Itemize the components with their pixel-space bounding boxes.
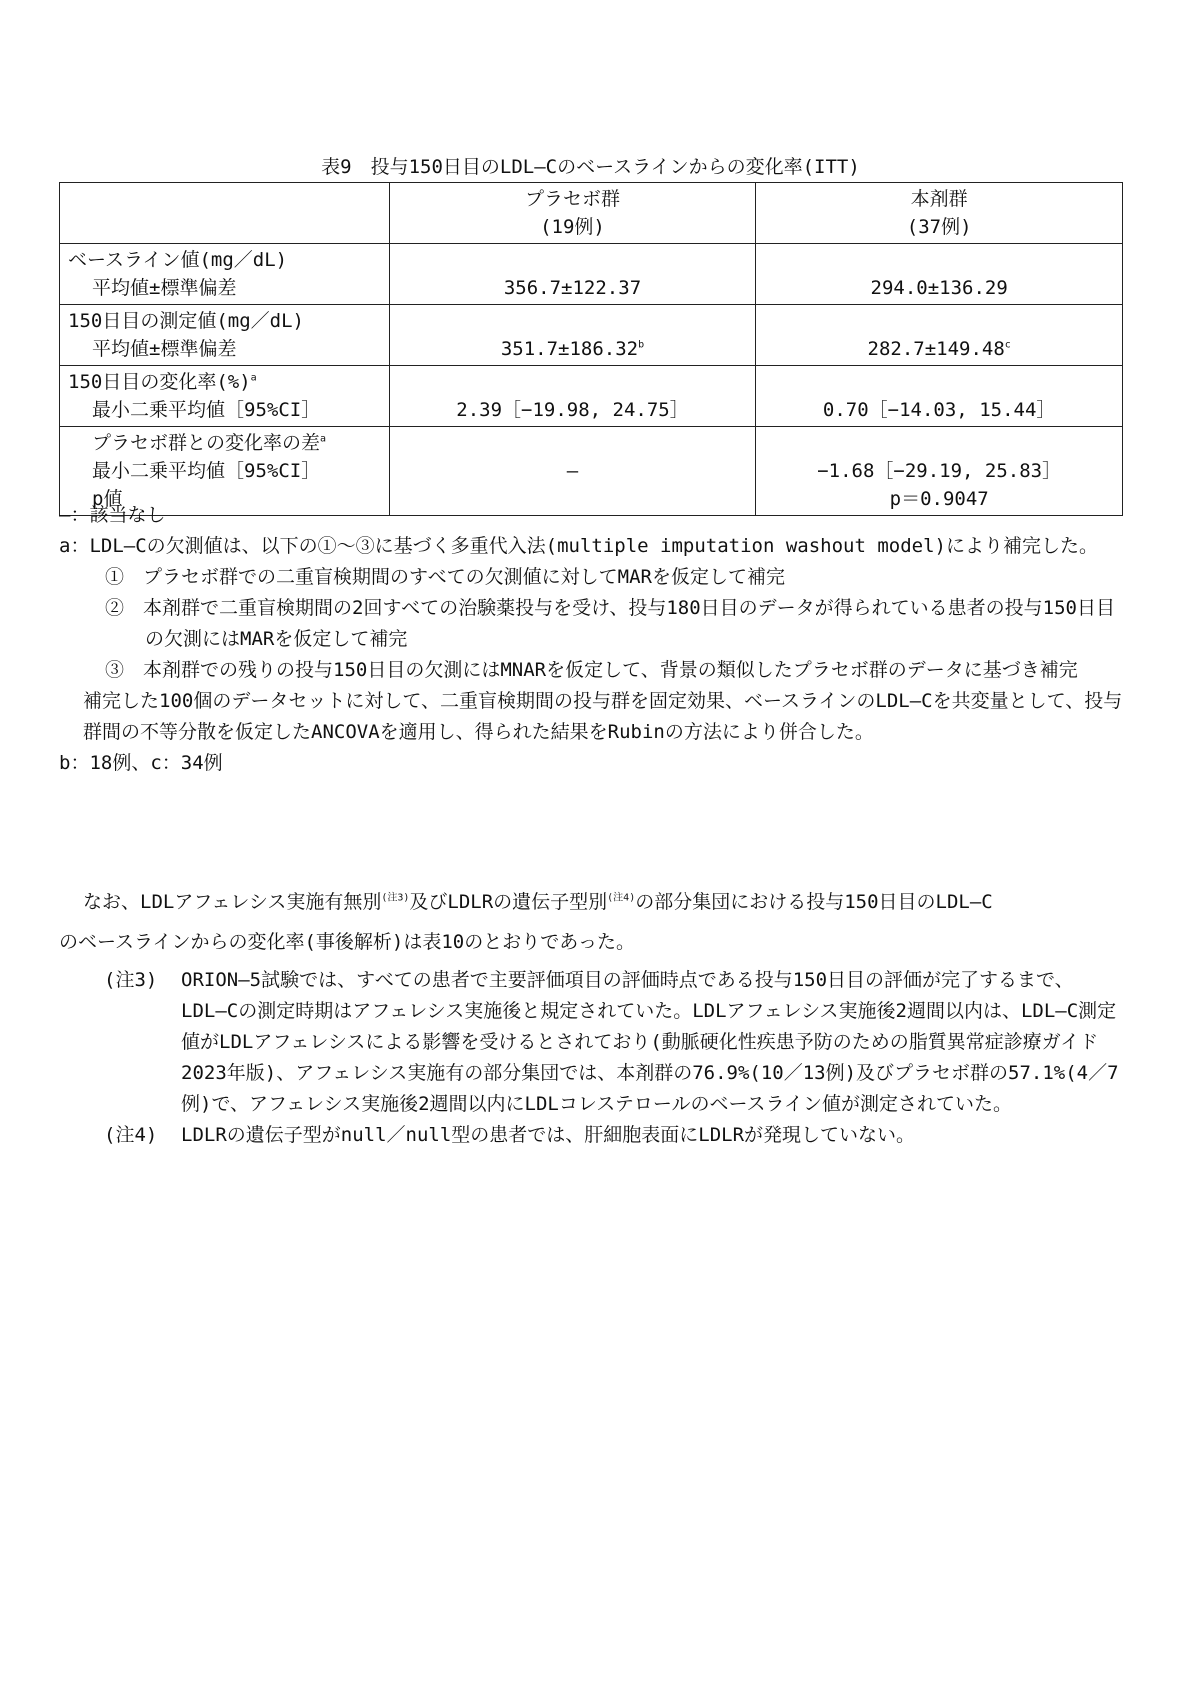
footnote-marker-a: a [250, 372, 257, 384]
note-4 [59, 1120, 1123, 1151]
row-label-line1 [68, 368, 381, 396]
footnote-item-num: ② [105, 597, 125, 619]
header-drug [756, 183, 1123, 244]
row-label [60, 244, 390, 305]
row-label-line2: 最小二乗平均値［95%CI］ [92, 399, 321, 421]
body-text-part: なお、LDLアフェレシス実施有無別 [83, 891, 382, 913]
table-row [60, 244, 1123, 305]
cell-drug-value: −1.68［−29.19, 25.83］ [817, 460, 1062, 482]
footnote-marker-b: b [638, 339, 645, 351]
cell-drug: 0.70［−14.03, 15.44］ [756, 366, 1123, 427]
note3-ref: (注3) [381, 892, 410, 904]
cell-placebo: ― [389, 427, 756, 516]
cell-placebo [389, 305, 756, 366]
header-drug-n: (37例) [906, 216, 972, 238]
footnote-marker-a: a [320, 433, 327, 445]
footnote-a: a：LDL―Cの欠測値は、以下の①～③に基づく多重代入法(multiple imputation washout model)により補完した。 [59, 535, 1098, 557]
cell-placebo: 356.7±122.37 [389, 244, 756, 305]
header-placebo-label: プラセボ群 [524, 188, 620, 210]
row-label [60, 366, 390, 427]
table-caption: 表9 投与150日目のLDL―Cのベースラインからの変化率(ITT) [321, 156, 860, 178]
footnote-item [59, 562, 1123, 593]
note-3-text: ORION―5試験では、すべての患者で主要評価項目の評価時点である投与150日目の評価が完了するまで、LDL―Cの測定時期はアフェレシス実施後と規定されていた。LDLアフェレシス実施後2週間以内は、LDL―C測定値がLDLアフェレシスによる影響を受けるとされており(動脈硬化性疾患予防のための脂質異常症診療ガイド2023年版)、アフェレシス実施有の部分集団では、本剤群の76.9%(10／13例)及びプラセボ群の57.1%(4／7例)で、アフェレシス実施後2週間以内にLDLコレステロールのベースライン値が測定されていた。 [181, 969, 1119, 1115]
table-footnotes [59, 500, 1123, 779]
body-text-part: 及びLDLRの遺伝子型別 [409, 891, 608, 913]
body-text-part: の部分集団における投与150日目のLDL―C [635, 891, 993, 913]
row-label-line3: p値 [92, 488, 123, 510]
body-paragraph-cont: のベースラインからの変化率(事後解析)は表10のとおりであった。 [59, 931, 636, 953]
footnote-supplement: 補完した100個のデータセットに対して、二重盲検期間の投与群を固定効果、ベースラインのLDL―Cを共変量として、投与群間の不等分散を仮定したANCOVAを適用し、得られた結果をRubinの方法により併合した。 [83, 690, 1123, 743]
body-paragraph [59, 884, 1123, 920]
footnote-item-num: ① [105, 566, 125, 588]
row-label-line1: ベースライン値(mg／dL) [68, 249, 288, 271]
body-text [59, 884, 1123, 1151]
footnote-bc: b：18例、c：34例 [59, 752, 223, 774]
row-label-text: 150日目の変化率(%) [68, 371, 251, 393]
footnote-item-num: ③ [105, 659, 125, 681]
cell-drug-value: 282.7±149.48 [867, 338, 1005, 360]
table-row [60, 366, 1123, 427]
cell-drug [756, 305, 1123, 366]
results-table [59, 182, 1123, 516]
note-3 [59, 965, 1123, 1120]
cell-drug: 294.0±136.29 [756, 244, 1123, 305]
header-placebo [389, 183, 756, 244]
footnote-item-text: プラセボ群での二重盲検期間のすべての欠測値に対してMARを仮定して補完 [143, 566, 785, 588]
row-label-text: プラセボ群との変化率の差 [92, 432, 321, 454]
footnote-marker-c: c [1004, 339, 1011, 351]
note-4-text: LDLRの遺伝子型がnull／null型の患者では、肝細胞表面にLDLRが発現していない。 [181, 1124, 916, 1146]
footnote-item-text: 本剤群での残りの投与150日目の欠測にはMNARを仮定して、背景の類似したプラセボ群のデータに基づき補完 [143, 659, 1078, 681]
header-empty-cell [60, 183, 390, 244]
note4-ref: (注4) [607, 892, 636, 904]
row-label-line2: 最小二乗平均値［95%CI］ [92, 460, 321, 482]
cell-drug-pvalue: p＝0.9047 [889, 488, 989, 510]
table-header-row [60, 183, 1123, 244]
footnote-item-text: 本剤群で二重盲検期間の2回すべての治験薬投与を受け、投与180日目のデータが得られている患者の投与150日目の欠測にはMARを仮定して補完 [143, 597, 1115, 650]
cell-placebo-value: 351.7±186.32 [500, 338, 639, 360]
table-row [60, 305, 1123, 366]
footnote-item [59, 593, 1123, 655]
row-label-line2: 平均値±標準偏差 [92, 338, 237, 360]
header-placebo-n: (19例) [540, 216, 605, 238]
row-label-line1: 150日目の測定値(mg／dL) [68, 310, 304, 332]
footnote-item [59, 655, 1123, 686]
note-3-label: (注3) [104, 969, 158, 991]
row-label-line2: 平均値±標準偏差 [92, 277, 237, 299]
footnote-dash: ―：該当なし [59, 504, 166, 526]
header-drug-label: 本剤群 [910, 188, 968, 210]
note-4-label: (注4) [104, 1124, 158, 1146]
row-label-line1 [68, 429, 381, 457]
row-label [60, 305, 390, 366]
cell-placebo: 2.39［−19.98, 24.75］ [389, 366, 756, 427]
